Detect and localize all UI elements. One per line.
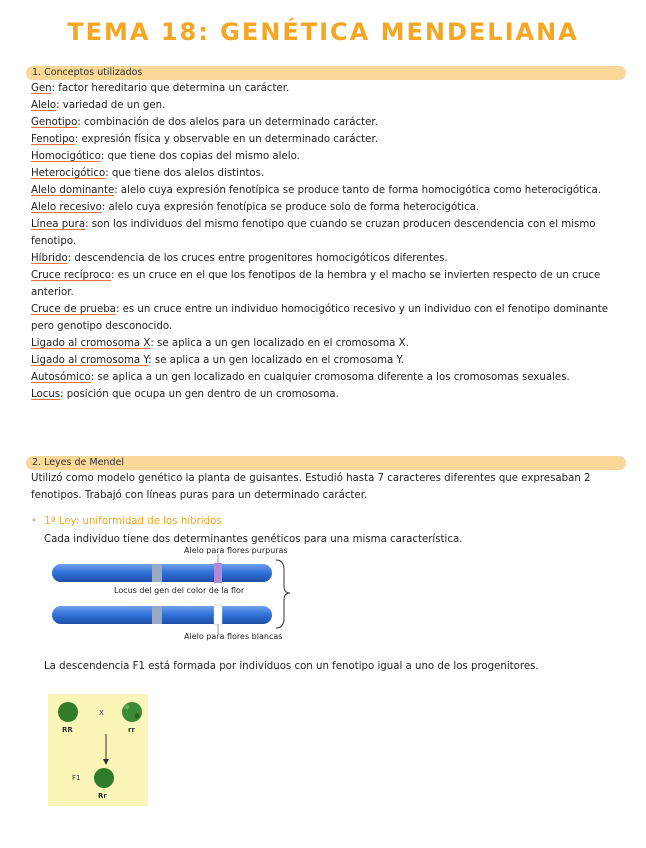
concept-definition: : se aplica a un gen localizado en el cromosoma Y. [148, 355, 404, 366]
concept-item [31, 352, 631, 369]
brace-icon [276, 560, 290, 628]
law1-title-text: 1ª Ley: uniformidad de los híbridos [44, 516, 222, 527]
mendel-intro: Utilizó como modelo genético la planta de guisantes. Estudió hasta 7 caracteres diferentes que expresaban 2 fenotipos. Trabajó con líneas puras para un determinado carácter. [31, 473, 591, 501]
concept-item [31, 131, 631, 148]
concept-definition: : descendencia de los cruces entre progenitores homocigóticos diferentes. [67, 253, 448, 264]
centromere-top [152, 564, 162, 582]
concepts-list [31, 80, 631, 403]
white-allele-mark [214, 605, 222, 625]
chromosome-figure [48, 546, 298, 646]
pea-rr-offspring [94, 768, 114, 788]
genotype-parent1: RR [62, 726, 73, 734]
concept-item [31, 386, 631, 403]
concept-item [31, 335, 631, 352]
concept-definition: : se aplica a un gen localizado en el cromosoma X. [150, 338, 409, 349]
concept-item [31, 148, 631, 165]
centromere-bottom [152, 606, 162, 624]
section-heading-label: 2. Leyes de Mendel [32, 457, 124, 468]
concept-definition: : factor hereditario que determina un carácter. [51, 83, 290, 94]
label-locus: Locus del gen del color de la flor [114, 586, 245, 595]
bullet-icon: • [31, 516, 38, 527]
concept-term: Híbrido [31, 253, 68, 264]
concept-term: Cruce recíproco [31, 270, 112, 281]
concept-item [31, 165, 631, 182]
concept-definition: : se aplica a un gen localizado en cualquier cromosoma diferente a los cromosomas sexuales. [90, 372, 570, 383]
label-purple-allele: Alelo para flores purpuras [184, 546, 288, 555]
concept-definition: : alelo cuya expresión fenotípica se produce tanto de forma homocigótica como heterocigótica. [114, 185, 601, 196]
genotype-parent2: rr [128, 726, 135, 734]
concept-item [31, 97, 631, 114]
cross-symbol: X [99, 709, 104, 717]
concept-definition: : alelo cuya expresión fenotípica se produce solo de forma heterocigótica. [101, 202, 480, 213]
section-heading-conceptos [26, 66, 626, 80]
concept-item [31, 182, 631, 199]
concept-term: Heterocigótico [31, 168, 106, 179]
concept-item [31, 267, 631, 301]
concept-definition: : expresión física y observable en un determinado carácter. [74, 134, 378, 145]
concept-term: Genotipo [31, 117, 78, 128]
genotype-offspring: Rr [98, 792, 107, 800]
concept-term: Gen [31, 83, 52, 94]
concept-term: Autosómico [31, 372, 91, 383]
concept-item [31, 216, 631, 250]
pea-rr-recessive [122, 702, 142, 722]
page-title: TEMA 18: GENÉTICA MENDELIANA [67, 18, 579, 46]
concept-item [31, 369, 631, 386]
concept-term: Fenotipo [31, 134, 75, 145]
concept-definition: : posición que ocupa un gen dentro de un cromosoma. [60, 389, 339, 400]
section-heading-leyes [26, 456, 626, 470]
concept-item [31, 199, 631, 216]
concept-definition: : que tiene dos copias del mismo alelo. [100, 151, 300, 162]
label-white-allele: Alelo para flores blancas [184, 632, 283, 641]
arrow-down-icon [103, 759, 109, 765]
concept-term: Alelo dominante [31, 185, 115, 196]
law1-description: Cada individuo tiene dos determinantes genéticos para una misma característica. [44, 534, 463, 545]
concept-definition: : son los individuos del mismo fenotipo que cuando se cruzan producen descendencia con el mismo fenotipo. [31, 219, 596, 247]
concept-term: Ligado al cromosoma Y [31, 355, 149, 366]
law1-title [31, 516, 222, 527]
chromosome-diagram [48, 546, 298, 646]
concept-item [31, 301, 631, 335]
pea-rr-dominant [58, 702, 78, 722]
generation-label: F1 [72, 774, 81, 782]
concept-item [31, 114, 631, 131]
concept-term: Ligado al cromosoma X [31, 338, 151, 349]
concept-item [31, 80, 631, 97]
concept-term: Línea pura [31, 219, 86, 230]
cross-graphic [48, 694, 148, 806]
concept-definition: : que tiene dos alelos distintos. [105, 168, 265, 179]
concept-term: Locus [31, 389, 61, 400]
concept-definition: : es un cruce en el que los fenotipos de la hembra y el macho se invierten respecto de un cruce anterior. [31, 270, 601, 298]
section-heading-label: 1. Conceptos utilizados [32, 67, 143, 78]
concept-definition: : variedad de un gen. [56, 100, 166, 111]
concept-definition: : es un cruce entre un individuo homocigótico recesivo y un individuo con el fenotipo dominante pero genotipo desconocido. [31, 304, 609, 332]
concept-term: Cruce de prueba [31, 304, 116, 315]
concept-definition: : combinación de dos alelos para un determinado carácter. [77, 117, 378, 128]
cross-diagram [48, 694, 148, 806]
concept-term: Alelo recesivo [31, 202, 102, 213]
f1-description: La descendencia F1 está formada por individuos con un fenotipo igual a uno de los progenitores. [44, 661, 539, 672]
purple-allele-mark [214, 563, 222, 583]
concept-term: Alelo [31, 100, 57, 111]
concept-term: Homocigótico [31, 151, 101, 162]
concept-item [31, 250, 631, 267]
